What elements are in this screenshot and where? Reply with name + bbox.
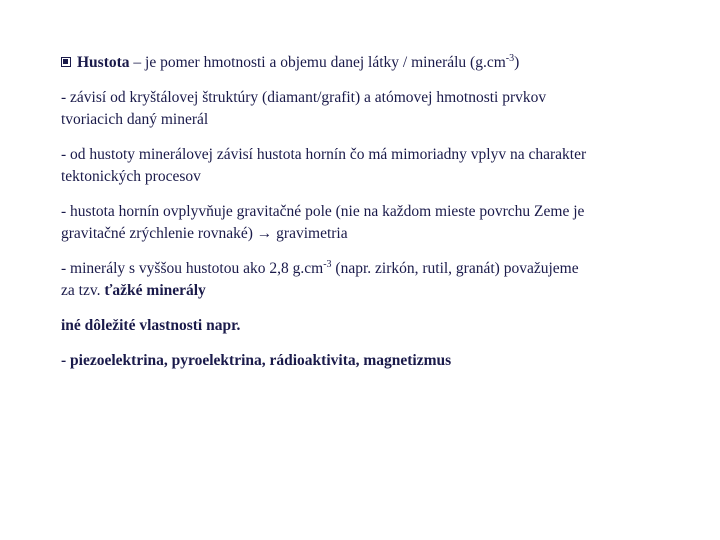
heavy-minerals-text-2: (napr. zirkón, rutil, granát) považujeme <box>331 260 579 277</box>
density-unit-exponent: -3 <box>505 52 515 64</box>
other-properties-heading <box>61 315 666 337</box>
gravity-field-line-2: gravitačné zrýchlenie rovnaké) → gravimetria <box>61 225 348 242</box>
slide-content <box>61 52 666 385</box>
crystal-structure-line-1: - závisí od kryštálovej štruktúry (diamant/grafit) a atómovej hmotnosti prvkov <box>61 89 547 106</box>
rock-density-point <box>61 144 666 188</box>
density-definition <box>61 52 666 74</box>
density-definition-text: – je pomer hmotnosti a objemu danej látky / minerálu (g.cm <box>129 54 506 71</box>
square-bullet-icon <box>61 57 71 67</box>
other-properties-heading-text: iné dôležité vlastnosti napr. <box>61 317 241 334</box>
heavy-minerals-prefix: za tzv. <box>61 282 105 299</box>
other-properties-list-text: - piezoelektrina, pyroelektrina, rádioaktivita, magnetizmus <box>61 352 452 369</box>
heavy-minerals-point <box>61 258 666 302</box>
gravity-field-line-1: - hustota hornín ovplyvňuje gravitačné pole (nie na každom mieste povrchu Zeme je <box>61 203 585 220</box>
crystal-structure-line-2: tvoriacich daný minerál <box>61 111 209 128</box>
heavy-minerals-text-1: - minerály s vyššou hustotou ako 2,8 g.cm <box>61 260 324 277</box>
rock-density-line-2: tektonických procesov <box>61 168 201 185</box>
heavy-minerals-unit-exponent: -3 <box>323 258 332 270</box>
density-term: Hustota <box>77 54 130 71</box>
rock-density-line-1: - od hustoty minerálovej závisí hustota hornín čo má mimoriadny vplyv na charakter <box>61 146 587 163</box>
heavy-minerals-term: ťažké minerály <box>104 282 206 299</box>
density-definition-end: ) <box>514 54 520 71</box>
other-properties-list <box>61 350 666 372</box>
crystal-structure-point <box>61 87 666 131</box>
gravity-field-point <box>61 201 666 245</box>
